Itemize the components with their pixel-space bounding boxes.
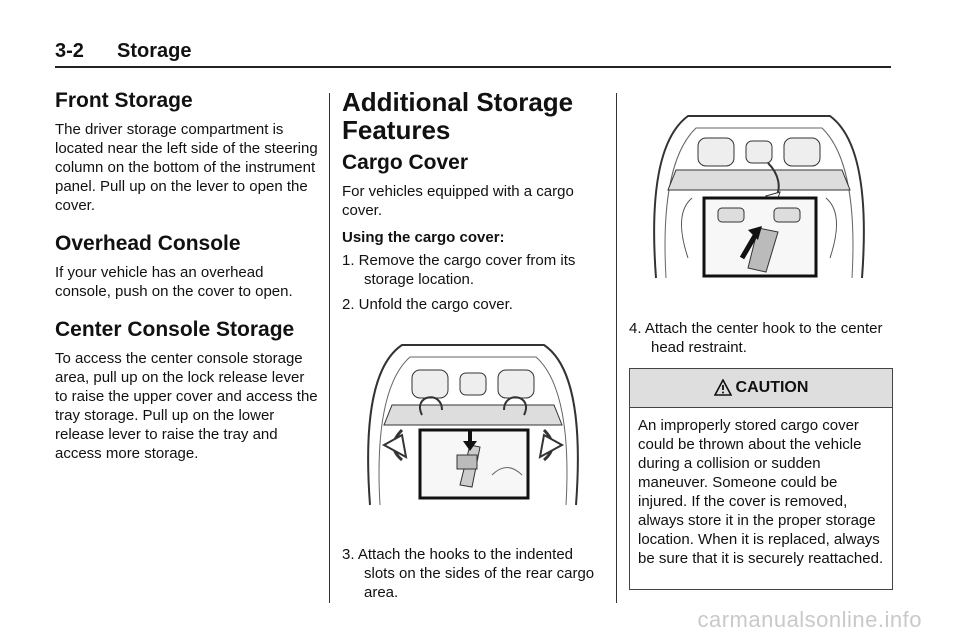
- page-header: [55, 38, 891, 68]
- using-cargo-cover-label: Using the cargo cover:: [342, 229, 505, 246]
- cargo-steps-list-right: [629, 319, 891, 357]
- overhead-console-heading: Overhead Console: [55, 232, 241, 255]
- middle-column: [342, 88, 604, 314]
- cargo-cover-intro: For vehicles equipped with a cargo cover.: [342, 183, 574, 219]
- front-storage-text: The driver storage compartment is located near the left side of the steering column on the bottom of the instrument panel. Pull up on the lever to open the cover.: [55, 121, 318, 214]
- center-console-heading: Center Console Storage: [55, 318, 295, 341]
- left-column: [55, 88, 320, 463]
- center-console-text: To access the center console storage area, pull up on the lock release lever to raise the upper cover and access the tray storage. Pull up on the lower release lever to raise the tray and access more storage.: [55, 350, 318, 462]
- middle-column-bottom: [342, 545, 604, 602]
- caution-label: CAUTION: [735, 379, 809, 396]
- step-item: 4. Attach the center hook to the center head restraint.: [629, 320, 883, 356]
- cargo-cover-unfold-illustration: [362, 335, 584, 510]
- step-item: 1. Remove the cargo cover from its storage location.: [342, 252, 576, 288]
- section-title: Storage: [117, 40, 192, 62]
- cargo-steps-list: [342, 251, 604, 314]
- cargo-steps-list-cont: [342, 545, 604, 602]
- caution-header: [630, 369, 892, 408]
- overhead-console-text: If your vehicle has an overhead console, push on the cover to open.: [55, 264, 293, 300]
- center-hook-illustration: [648, 108, 870, 283]
- watermark: carmanualsonline.info: [697, 607, 922, 632]
- column-divider: [616, 93, 617, 603]
- right-column: [629, 319, 891, 357]
- page-number: 3-2: [55, 40, 84, 62]
- caution-box: [629, 368, 893, 590]
- step-item: 3. Attach the hooks to the indented slots on the sides of the rear cargo area.: [342, 546, 595, 601]
- step-item: 2. Unfold the cargo cover.: [342, 296, 513, 313]
- column-divider: [329, 93, 330, 603]
- front-storage-heading: Front Storage: [55, 89, 193, 112]
- caution-text: An improperly stored cargo cover could be thrown about the vehicle during a collision or sudden maneuver. Someone could be injured. If the cover is removed, always store it in the proper storage location. When it is replaced, always be sure that it is securely reattached.: [638, 417, 884, 567]
- caution-triangle-icon: [714, 379, 732, 397]
- additional-storage-heading: Additional Storage Features: [342, 87, 574, 145]
- cargo-cover-heading: Cargo Cover: [342, 151, 469, 174]
